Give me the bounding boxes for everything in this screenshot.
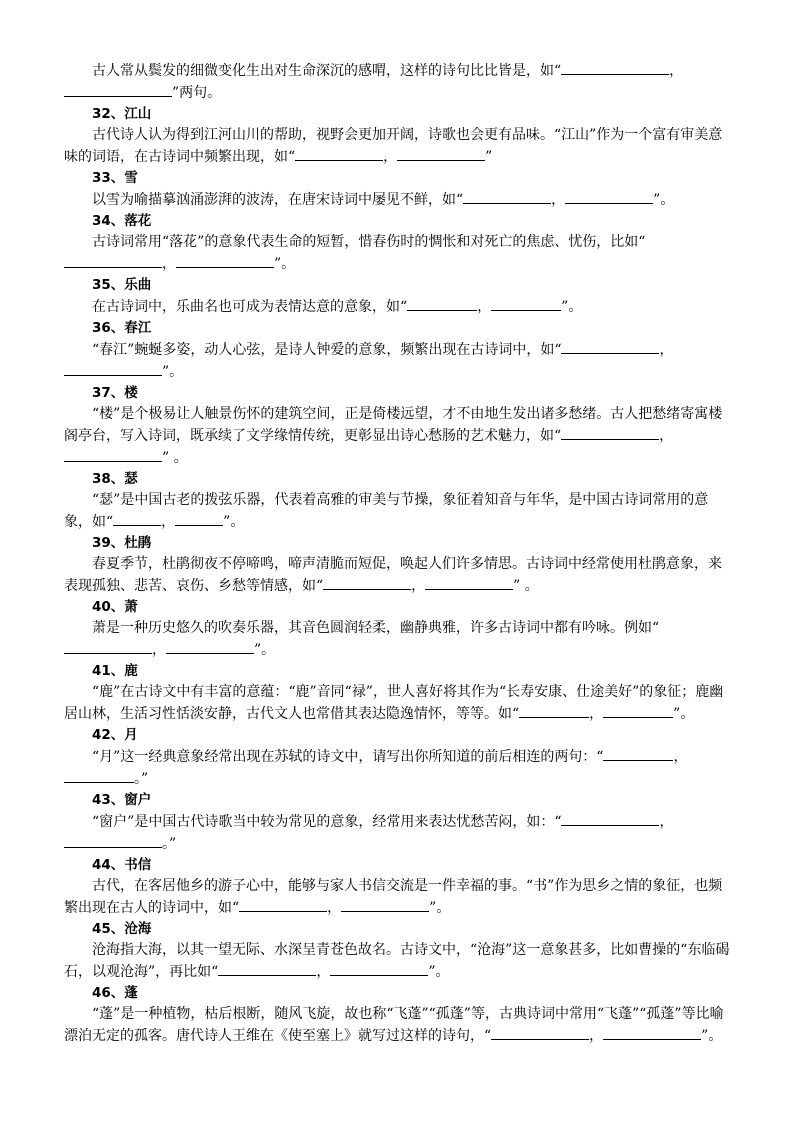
section-text: “楼”是个极易让人触景伤怀的建筑空间，正是倚楼远望，才不由地生发出诸多愁绪。古人把愁绪寄寓楼阁亭台，写入诗词，既承续了文学缘情传统，更彰显出诗心愁肠的艺术魅力，如“ ，” 。 bbox=[64, 406, 723, 466]
section-text: 古代诗人认为得到江河山川的帮助，视野会更加开阔，诗歌也会更有品味。“江山”作为一个富有审美意味的词语，在古诗词中频繁出现，如“ ， ” bbox=[64, 127, 723, 165]
answer-blank[interactable] bbox=[239, 897, 327, 912]
answer-blank[interactable] bbox=[64, 639, 152, 654]
answer-blank[interactable] bbox=[295, 146, 383, 161]
section-title: 41、鹿 bbox=[92, 663, 138, 679]
section-title: 33、雪 bbox=[92, 170, 138, 186]
section-title: 36、春江 bbox=[92, 320, 152, 336]
section-text: 在古诗词中，乐曲名也可成为表情达意的意象，如“ ， ”。 bbox=[64, 296, 734, 318]
section-text: “蓬”是一种植物，枯后根断，随风飞旋，故也称“飞蓬”“孤蓬”等，古典诗词中常用“飞蓬”“孤蓬”等比喻漂泊无定的孤客。唐代诗人王维在《使至塞上》就写过这样的诗句，“ ， ”。 bbox=[64, 1006, 724, 1044]
answer-blank[interactable] bbox=[603, 703, 673, 718]
section-text: 古诗词常用“落花”的意象代表生命的短暂，惜春伤时的惆怅和对死亡的焦虑、忧伤，比如“， ”。 bbox=[64, 232, 734, 275]
answer-blank[interactable] bbox=[491, 1025, 589, 1040]
section-text: “月”这一经典意象经常出现在苏轼的诗文中，请写出你所知道的前后相连的两句：“ ，。” bbox=[64, 746, 734, 790]
answer-blank[interactable] bbox=[565, 189, 653, 204]
section-text: “春江”蜿蜒多姿，动人心弦，是诗人钟爱的意象，频繁出现在古诗词中，如“ ，”。 bbox=[64, 339, 734, 383]
section-title: 35、乐曲 bbox=[92, 277, 152, 293]
section-text: “鹿”在古诗文中有丰富的意蕴：“鹿”音同“禄”，世人喜好将其作为“长寿安康、仕途美好”的象征；鹿幽居山林，生活习性恬淡安静，古代文人也常借其表达隐逸情怀，等等。如“ ， ”。 bbox=[64, 684, 724, 722]
answer-blank[interactable] bbox=[64, 82, 172, 97]
answer-blank[interactable] bbox=[64, 447, 162, 462]
section-text: “窗户”是中国古代诗歌当中较为常见的意象，经常用来表达忧愁苦闷，如：“ ，。” bbox=[64, 811, 734, 855]
section-title: 44、书信 bbox=[92, 857, 152, 873]
answer-blank[interactable] bbox=[561, 425, 659, 440]
section-text: 以雪为喻描摹汹涌澎湃的波涛，在唐宋诗词中屡见不鲜，如“ ， ”。 bbox=[64, 189, 734, 211]
section-text: 沧海指大海，以其一望无际、水深呈青苍色故名。古诗文中，“沧海”这一意象甚多，比如曹操的“东临碣石，以观沧海”，再比如“ ， ”。 bbox=[64, 942, 730, 980]
section-title: 43、窗户 bbox=[92, 792, 152, 808]
answer-blank[interactable] bbox=[175, 511, 223, 526]
answer-blank[interactable] bbox=[561, 60, 669, 75]
answer-blank[interactable] bbox=[603, 1025, 701, 1040]
section-title: 46、蓬 bbox=[92, 985, 138, 1001]
answer-blank[interactable] bbox=[64, 253, 162, 268]
section-text: 古代，在客居他乡的游子心中，能够与家人书信交流是一件幸福的事。“书”作为思乡之情的象征，也频繁出现在古人的诗词中，如“ ， ”。 bbox=[64, 878, 723, 916]
answer-blank[interactable] bbox=[166, 639, 254, 654]
answer-blank[interactable] bbox=[425, 575, 513, 590]
answer-blank[interactable] bbox=[561, 811, 659, 826]
prompt-text: 古人常从鬓发的细微变化生出对生命深沉的感喟，这样的诗句比比皆是，如“ bbox=[92, 63, 562, 79]
section-title: 34、落花 bbox=[92, 213, 152, 229]
answer-blank[interactable] bbox=[561, 339, 659, 354]
section-title: 32、江山 bbox=[92, 106, 152, 122]
section-title: 40、萧 bbox=[92, 599, 138, 615]
section-title: 45、沧海 bbox=[92, 921, 152, 937]
answer-blank[interactable] bbox=[113, 511, 161, 526]
answer-blank[interactable] bbox=[330, 961, 428, 976]
answer-blank[interactable] bbox=[463, 189, 551, 204]
section-text: 萧是一种历史悠久的吹奏乐器，其音色圆润轻柔，幽静典雅，许多古诗词中都有吟咏。例如“， ”。 bbox=[64, 618, 734, 661]
section-31-text: 古人常从鬓发的细微变化生出对生命深沉的感喟，这样的诗句比比皆是，如“ ，”两句。 bbox=[64, 60, 734, 104]
answer-blank[interactable] bbox=[341, 897, 429, 912]
answer-blank[interactable] bbox=[397, 146, 485, 161]
worksheet-page bbox=[64, 60, 734, 1047]
section-title: 37、楼 bbox=[92, 385, 138, 401]
answer-blank[interactable] bbox=[491, 296, 561, 311]
answer-blank[interactable] bbox=[64, 361, 162, 376]
section-text: “瑟”是中国古老的拨弦乐器，代表着高雅的审美与节操，象征着知音与年华，是中国古诗词常用的意象，如“ ， ”。 bbox=[64, 492, 709, 530]
answer-blank[interactable] bbox=[519, 703, 589, 718]
section-text: 春夏季节，杜鹃彻夜不停啼鸣，啼声清脆而短促，唤起人们许多情思。古诗词中经常使用杜鹃意象，来表现孤独、悲苦、哀伤、乡愁等情感，如“ ， ” 。 bbox=[64, 556, 722, 594]
answer-blank[interactable] bbox=[218, 961, 316, 976]
answer-blank[interactable] bbox=[323, 575, 411, 590]
answer-blank[interactable] bbox=[603, 746, 673, 761]
answer-blank[interactable] bbox=[64, 833, 162, 848]
answer-blank[interactable] bbox=[176, 253, 274, 268]
answer-blank[interactable] bbox=[64, 768, 134, 783]
section-title: 38、瑟 bbox=[92, 471, 138, 487]
section-title: 39、杜鹃 bbox=[92, 535, 152, 551]
section-title: 42、月 bbox=[92, 727, 138, 743]
answer-blank[interactable] bbox=[407, 296, 477, 311]
